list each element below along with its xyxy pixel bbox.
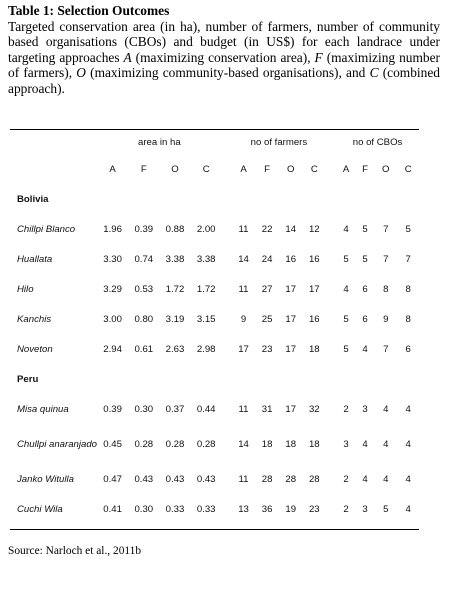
landrace-name: Noveton [17, 343, 53, 355]
group-header-area: area in ha [138, 136, 181, 148]
column-spacer [222, 274, 232, 304]
cell-area: 2.00 [196, 223, 216, 235]
cell-area: 0.61 [134, 343, 154, 355]
cell-farmers: 12 [308, 223, 320, 235]
cell-area: 3.29 [103, 283, 122, 295]
table-row [10, 244, 419, 274]
column-header-cbos-o: O [382, 163, 390, 175]
cell-cbos: 5 [362, 253, 368, 265]
column-header-area-a: A [109, 163, 116, 175]
cell-cbos: 4 [405, 438, 411, 450]
column-header-farmers-a: A [240, 163, 247, 175]
cell-area: 0.45 [103, 438, 122, 450]
column-header-farmers-o: O [286, 163, 295, 175]
table-row [10, 494, 419, 524]
cell-cbos: 4 [362, 438, 368, 450]
cell-cbos: 7 [383, 253, 389, 265]
cell-farmers: 17 [285, 283, 297, 295]
cell-area: 0.80 [134, 313, 154, 325]
table-row [10, 424, 419, 464]
landrace-name: Misa quinua [17, 403, 69, 415]
column-spacer [222, 494, 232, 524]
caption-title: Table 1: Selection Outcomes [8, 3, 170, 18]
cell-cbos: 3 [343, 438, 349, 450]
cell-farmers: 28 [308, 473, 320, 485]
table-body [10, 184, 419, 524]
caption-approach-letter: A [123, 49, 132, 65]
cell-cbos: 8 [383, 283, 389, 295]
cell-area: 0.33 [196, 503, 216, 515]
cell-cbos: 4 [362, 343, 368, 355]
cell-area: 2.63 [165, 343, 185, 355]
column-spacer [222, 154, 232, 184]
cell-farmers: 17 [285, 343, 297, 355]
cell-cbos: 2 [343, 403, 349, 415]
cell-cbos: 6 [362, 313, 368, 325]
caption-text-part: (maximizing community-based organisations), and [85, 65, 370, 81]
cell-area: 0.74 [134, 253, 154, 265]
cell-farmers: 11 [238, 283, 249, 295]
cell-farmers: 27 [261, 283, 273, 295]
cell-farmers: 18 [261, 438, 273, 450]
landrace-name: Chullpi anaranjado [17, 438, 98, 450]
cell-farmers: 17 [285, 313, 297, 325]
cell-cbos: 2 [343, 503, 349, 515]
column-spacer [326, 424, 336, 464]
cell-cbos: 6 [362, 283, 368, 295]
cell-area: 0.41 [103, 503, 122, 515]
cell-cbos: 5 [343, 313, 349, 325]
cell-farmers: 23 [308, 503, 320, 515]
cell-farmers: 18 [285, 438, 297, 450]
cell-area: 2.94 [103, 343, 122, 355]
cell-area: 3.30 [103, 253, 122, 265]
cell-cbos: 3 [362, 403, 368, 415]
cell-farmers: 28 [261, 473, 273, 485]
column-header-area-f: F [140, 163, 147, 175]
cell-area: 0.44 [196, 403, 216, 415]
column-header-cbos-f: F [362, 163, 368, 175]
cell-area: 3.38 [196, 253, 216, 265]
column-spacer [326, 154, 336, 184]
caption-approach-letter: C [369, 65, 379, 81]
column-spacer [222, 424, 232, 464]
column-spacer [222, 334, 232, 364]
group-header-farmers: no of farmers [250, 136, 308, 148]
cell-cbos: 5 [362, 223, 368, 235]
cell-cbos: 4 [405, 473, 411, 485]
cell-farmers: 16 [308, 313, 320, 325]
data-table [10, 130, 419, 524]
cell-area: 0.39 [134, 223, 154, 235]
table-caption [8, 3, 440, 97]
landrace-name: Cuchi Wila [17, 503, 63, 515]
cell-farmers: 32 [308, 403, 320, 415]
column-spacer [326, 334, 336, 364]
column-spacer [326, 494, 336, 524]
cell-farmers: 17 [238, 343, 249, 355]
cell-farmers: 31 [261, 403, 273, 415]
landrace-name: Huallata [17, 253, 53, 265]
cell-cbos: 5 [405, 223, 411, 235]
cell-farmers: 9 [240, 313, 247, 325]
cell-cbos: 7 [405, 253, 411, 265]
cell-cbos: 4 [405, 403, 411, 415]
cell-area: 0.39 [103, 403, 122, 415]
cell-area: 2.98 [196, 343, 216, 355]
cell-farmers: 11 [238, 223, 249, 235]
cell-cbos: 8 [405, 283, 411, 295]
cell-farmers: 17 [308, 283, 320, 295]
cell-area: 0.37 [165, 403, 185, 415]
caption-approach-letter: F [314, 49, 323, 65]
country-label: Bolivia [17, 193, 49, 205]
cell-area: 3.19 [165, 313, 185, 325]
cell-cbos: 2 [343, 473, 349, 485]
landrace-name: Hilo [17, 283, 34, 295]
selection-outcomes-table [10, 129, 419, 530]
cell-farmers: 18 [308, 343, 320, 355]
column-spacer [222, 244, 232, 274]
column-spacer [326, 214, 336, 244]
column-spacer [326, 464, 336, 494]
cell-area: 0.88 [165, 223, 185, 235]
cell-cbos: 4 [362, 473, 368, 485]
cell-cbos: 9 [383, 313, 389, 325]
column-spacer [326, 304, 336, 334]
landrace-name: Chillpi Blanco [17, 223, 76, 235]
cell-farmers: 24 [261, 253, 273, 265]
cell-area: 0.53 [134, 283, 154, 295]
column-spacer [222, 304, 232, 334]
cell-farmers: 36 [261, 503, 273, 515]
column-spacer [326, 394, 336, 424]
cell-cbos: 4 [343, 283, 349, 295]
caption-text-part: (maximizing conservation area), [131, 49, 315, 65]
cell-cbos: 6 [405, 343, 411, 355]
cell-area: 0.47 [103, 473, 122, 485]
table-row [10, 304, 419, 334]
cell-farmers: 22 [261, 223, 273, 235]
group-header-cbos: no of CBOs [352, 136, 403, 148]
table-row [10, 464, 419, 494]
column-header-area-c: C [202, 163, 210, 175]
cell-farmers: 14 [238, 253, 249, 265]
country-row [10, 364, 419, 394]
caption-text-part: Targeted conservation area (in ha), number of farmers, number of community based organisations (CBOs) and budget (in US$) for each landrace under targeting approaches [8, 18, 440, 65]
cell-area: 0.43 [196, 473, 216, 485]
landrace-name: Kanchis [17, 313, 52, 325]
cell-farmers: 18 [308, 438, 320, 450]
cell-area: 3.38 [165, 253, 185, 265]
cell-area: 0.43 [165, 473, 185, 485]
cell-area: 1.96 [103, 223, 122, 235]
cell-farmers: 25 [261, 313, 273, 325]
landrace-name: Janko Witulla [17, 473, 74, 485]
cell-area: 0.28 [165, 438, 185, 450]
cell-area: 1.72 [196, 283, 216, 295]
caption-text [8, 19, 440, 97]
cell-cbos: 4 [343, 223, 349, 235]
table-row [10, 274, 419, 304]
cell-area: 1.72 [165, 283, 185, 295]
table-row [10, 214, 419, 244]
caption-text-part: (maximizing number of farmers), [8, 49, 440, 81]
column-header-area-o: O [171, 163, 179, 175]
source-note: Source: Narloch et al., 2011b [8, 545, 142, 557]
cell-farmers: 11 [238, 403, 249, 415]
cell-farmers: 28 [285, 473, 297, 485]
cell-farmers: 14 [238, 438, 249, 450]
cell-area: 0.33 [165, 503, 185, 515]
cell-area: 0.28 [196, 438, 216, 450]
column-header-farmers-f: F [264, 163, 271, 175]
table-row [10, 334, 419, 364]
cell-cbos: 3 [362, 503, 368, 515]
caption-approach-letter: O [76, 65, 86, 81]
cell-area: 3.15 [196, 313, 216, 325]
cell-area: 0.28 [134, 438, 154, 450]
cell-area: 0.43 [134, 473, 154, 485]
cell-area: 0.30 [134, 403, 154, 415]
cell-farmers: 17 [285, 403, 297, 415]
cell-farmers: 23 [261, 343, 273, 355]
country-label: Peru [17, 373, 39, 385]
row-label-header [10, 154, 97, 184]
cell-farmers: 14 [285, 223, 297, 235]
cell-farmers: 19 [285, 503, 297, 515]
group-header-row [10, 130, 419, 154]
table-row [10, 394, 419, 424]
cell-cbos: 5 [343, 253, 349, 265]
cell-cbos: 8 [405, 313, 411, 325]
cell-cbos: 7 [383, 343, 389, 355]
cell-farmers: 11 [238, 473, 249, 485]
cell-cbos: 4 [383, 473, 389, 485]
cell-cbos: 5 [383, 503, 389, 515]
cell-cbos: 7 [383, 223, 389, 235]
cell-cbos: 4 [383, 438, 389, 450]
cell-farmers: 13 [238, 503, 249, 515]
cell-cbos: 4 [383, 403, 389, 415]
column-spacer [222, 464, 232, 494]
cell-area: 3.00 [103, 313, 122, 325]
cell-area: 0.30 [134, 503, 154, 515]
cell-cbos: 5 [343, 343, 349, 355]
row-label-header [10, 130, 97, 154]
column-header-farmers-c: C [310, 163, 318, 175]
column-header-cbos-a: A [342, 163, 350, 175]
column-header-cbos-c: C [404, 163, 412, 175]
cell-cbos: 4 [405, 503, 411, 515]
column-spacer [326, 274, 336, 304]
cell-farmers: 16 [285, 253, 297, 265]
column-spacer [326, 244, 336, 274]
column-spacer [222, 214, 232, 244]
column-spacer [222, 394, 232, 424]
caption-text-part: (combined approach). [8, 65, 440, 96]
country-row [10, 184, 419, 214]
cell-farmers: 16 [308, 253, 320, 265]
column-header-row [10, 154, 419, 184]
